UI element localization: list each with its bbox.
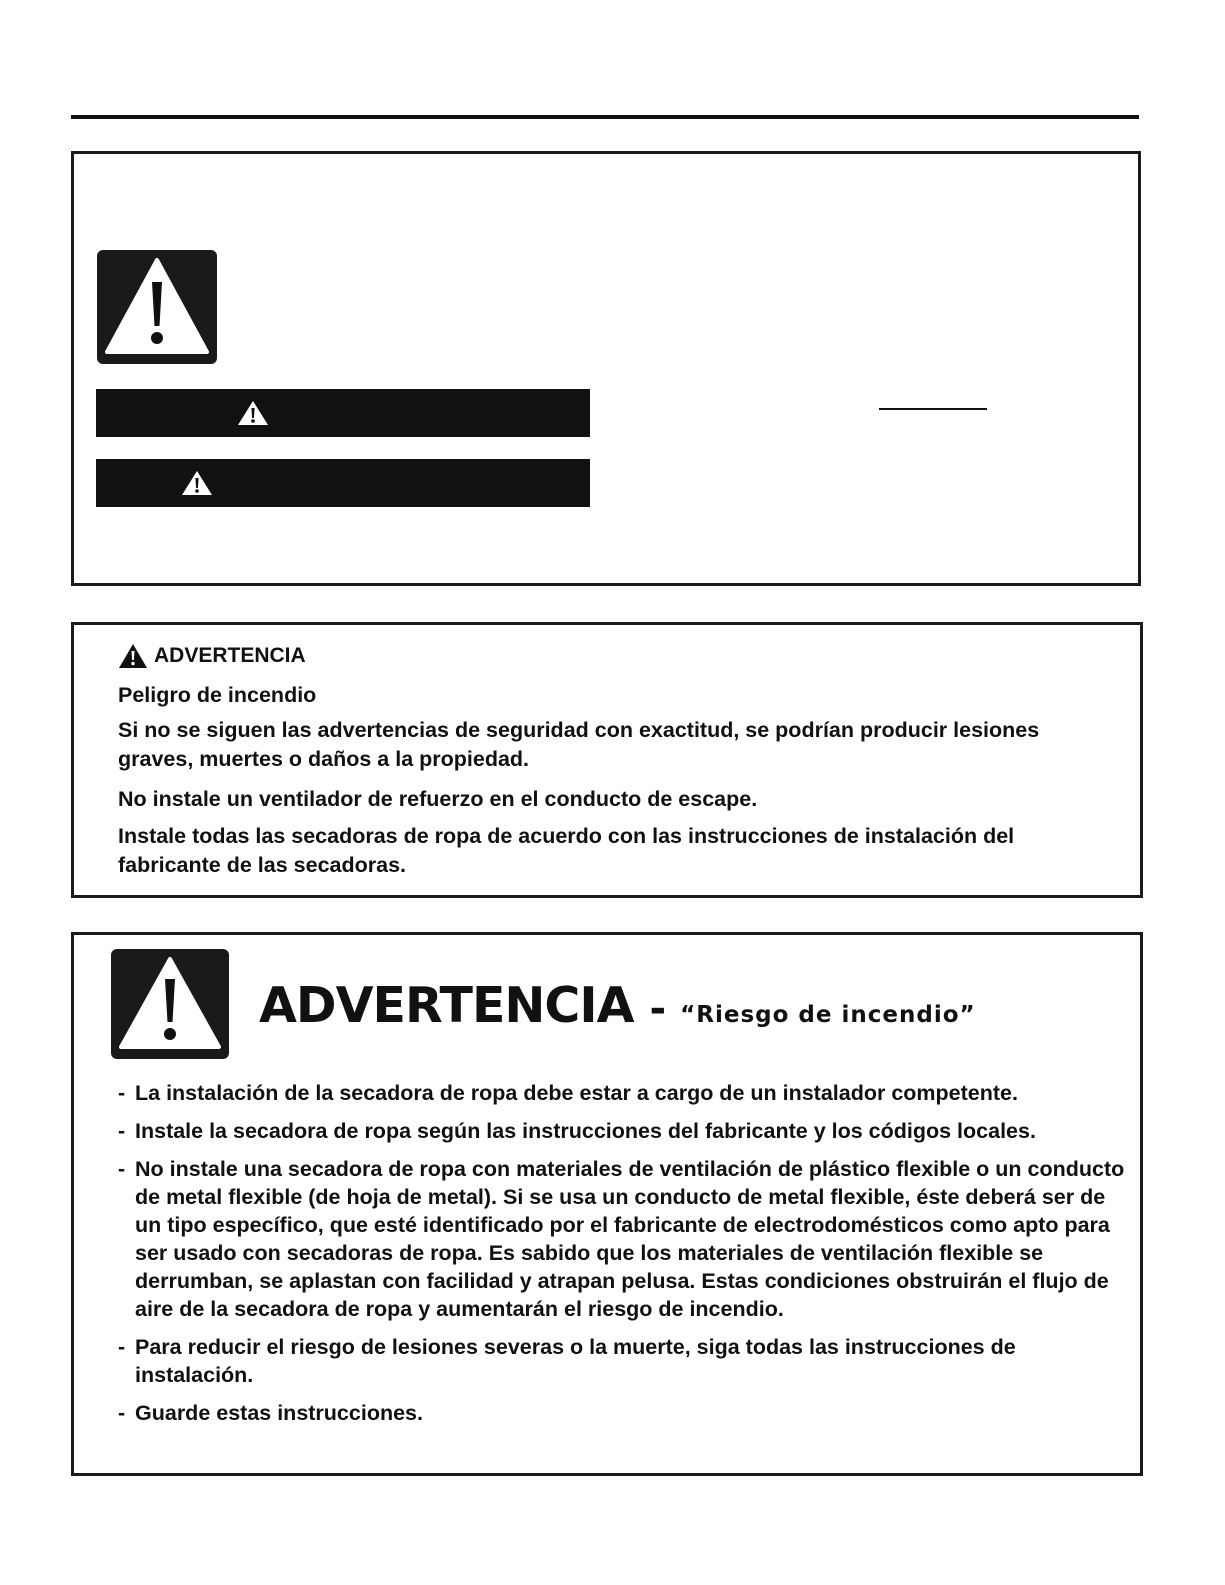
hazard-subheading: Peligro de incendio [118,683,317,707]
headline-dash: - [649,986,667,1032]
top-divider [71,115,1139,119]
list-item: - No instale una secadora de ropa con materiales de ventilación de plástico flexible o un conducto de metal flexible (de hoja de metal). Si se usa un conducto de metal flexible, éste deberá ser de un tipo específico, que esté identificado por el fabricante de electrodomésticos como apto para ser usado con secadoras de ropa. Es sabido que los materiales de ventilación flexible se derrumban, se aplastan con facilidad y atrapan pelusa. Estas condiciones obstruirán el flujo de aire de la secadora de ropa y aumentarán el riesgo de incendio. [118,1157,1125,1321]
headline-subtitle: “Riesgo de incendio” [680,1002,976,1028]
fire-risk-warning-box [71,932,1143,1476]
warning-heading [118,643,306,669]
list-item: - Instale la secadora de ropa según las instrucciones del fabricante y los códigos locales. [118,1119,1036,1143]
warning-triangle-icon [97,250,217,364]
underline-rule [879,408,987,410]
safety-symbol-box [71,151,1141,586]
warning-triangle-icon [180,469,214,497]
hazard-paragraph-2: No instale un ventilador de refuerzo en el conducto de escape. [118,787,758,811]
warning-heading-text: ADVERTENCIA [154,644,306,667]
hazard-paragraph-1: Si no se siguen las advertencias de seguridad con exactitud, se podrían producir lesiones graves, muertes o daños a la propiedad. [118,718,1040,771]
list-item: - Guarde estas instrucciones. [118,1401,423,1425]
headline-main: ADVERTENCIA [259,977,634,1034]
warning-signal-bar [96,459,590,507]
warning-headline [259,977,976,1034]
warning-triangle-icon [111,949,229,1059]
hazard-paragraph-3: Instale todas las secadoras de ropa de acuerdo con las instrucciones de instalación del fabricante de las secadoras. [118,824,1015,877]
danger-signal-bar [96,389,590,437]
warning-triangle-icon [236,399,270,427]
list-item: - Para reducir el riesgo de lesiones severas o la muerte, siga todas las instrucciones de instalación. [118,1335,1016,1387]
instruction-list [118,1079,1128,1437]
fire-hazard-warning-box [71,622,1143,898]
warning-triangle-icon [118,643,148,669]
list-item: - La instalación de la secadora de ropa debe estar a cargo de un instalador competente. [118,1081,1018,1105]
